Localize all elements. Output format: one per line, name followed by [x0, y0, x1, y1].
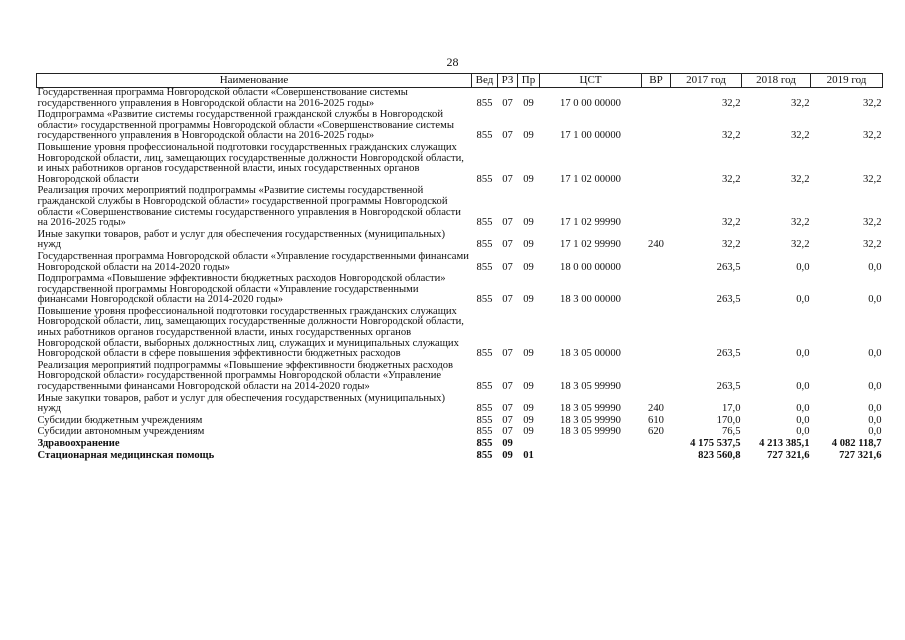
row-cst: 17 1 02 99990 [560, 239, 621, 251]
row-vr [642, 274, 671, 307]
row-name: Реализация мероприятий подпрограммы «Повышение эффективности бюджетных расходов Новгородской области» государственной программы Новгородской области «Управление государственными финансами Новгородской области на 2014-2020 годы» [37, 359, 454, 393]
row-cst: 17 1 02 00000 [560, 173, 621, 185]
row-name: Стационарная медицинская помощь [37, 449, 215, 461]
row-value-2018: 0,0 [796, 403, 810, 415]
table-body [37, 88, 883, 463]
row-pr [518, 439, 540, 451]
row-pr: 09 [523, 381, 534, 393]
row-name: Государственная программа Новгородской области «Управление государственными финансами Новгородской области на 2014-2020 годы» [37, 250, 469, 273]
row-ved: 855 [476, 438, 493, 449]
budget-table [36, 73, 883, 462]
table-row [37, 88, 883, 111]
row-vr: 620 [648, 426, 664, 438]
header-2019: 2019 год [811, 74, 883, 88]
row-value-2018: 32,2 [790, 130, 810, 142]
row-ved: 855 [476, 261, 493, 273]
row-ved: 855 [476, 348, 493, 360]
header-rz: РЗ [498, 74, 518, 88]
row-pr: 09 [523, 261, 534, 273]
row-name: Государственная программа Новгородской области «Совершенствование системы государственного управления в Новгородской области на 2016-2025 годы» [37, 87, 408, 109]
row-value-2018: 0,0 [796, 414, 810, 426]
row-value-2018: 0,0 [796, 294, 810, 306]
row-ved: 855 [476, 381, 493, 393]
row-cst: 18 3 05 00000 [560, 348, 621, 360]
row-value-2017: 32,2 [721, 97, 741, 109]
table-row [37, 230, 883, 252]
row-value-2019: 0,0 [868, 294, 882, 306]
table-row [37, 394, 883, 416]
row-ved: 855 [476, 130, 493, 142]
row-value-2019: 32,2 [862, 239, 882, 251]
row-value-2019: 4 082 118,7 [831, 438, 882, 449]
row-value-2017: 32,2 [721, 173, 741, 185]
row-value-2018: 0,0 [796, 426, 810, 438]
table-row [37, 427, 883, 439]
row-cst: 17 1 02 99990 [560, 217, 621, 229]
row-vr [642, 451, 671, 463]
row-pr: 09 [523, 414, 534, 426]
table-row [37, 110, 883, 143]
row-value-2018: 32,2 [790, 239, 810, 251]
row-ved: 855 [476, 239, 493, 251]
row-value-2019: 0,0 [868, 348, 882, 360]
header-pr: Пр [518, 74, 540, 88]
row-value-2019: 0,0 [868, 426, 882, 438]
row-vr [642, 307, 671, 361]
row-value-2019: 0,0 [868, 261, 882, 273]
table-header-row [37, 74, 883, 88]
row-name: Иные закупки товаров, работ и услуг для обеспечения государственных (муниципальных) нужд [37, 392, 445, 415]
row-value-2017: 263,5 [716, 261, 741, 273]
row-name: Повышение уровня профессиональной подготовки государственных гражданских служащих Новгородской области, лиц, замещающих государственные должности Новгородской области, и иных работников органов государственной власти, иных государственных органов Новгородской области [37, 141, 464, 185]
row-cst: 17 1 00 00000 [560, 130, 621, 142]
row-ved: 855 [476, 97, 493, 109]
row-rz: 07 [502, 97, 513, 109]
row-value-2019: 32,2 [862, 217, 882, 229]
header-name: Наименование [37, 74, 472, 88]
row-name: Повышение уровня профессиональной подготовки государственных гражданских служащих Новгородской области, лиц, замещающих государственные должности Новгородской области, иных работников органов государственной власти, иных государственных органов Новгородской области, выборных должностных лиц, служащих и муниципальных служащих Новгородской области в сфере повышения эффективности бюджетных расходов [37, 305, 464, 360]
row-value-2017: 263,5 [716, 294, 741, 306]
row-value-2017: 263,5 [716, 348, 741, 360]
row-name: Реализация прочих мероприятий подпрограммы «Развитие системы государственной гражданской службы в Новгородской области» государственной программы Новгородской области «Совершенствование системы государственного управления в Новгородской области на 2016-2025 годы» [37, 185, 461, 229]
row-rz: 07 [502, 348, 513, 360]
row-value-2018: 727 321,6 [767, 449, 810, 461]
row-value-2018: 32,2 [790, 97, 810, 109]
row-cst: 17 0 00 00000 [560, 97, 621, 109]
row-value-2018: 32,2 [790, 173, 810, 185]
row-vr [642, 110, 671, 143]
row-vr [642, 361, 671, 394]
row-cst [540, 439, 642, 451]
row-value-2017: 170,0 [716, 414, 741, 426]
row-value-2017: 76,5 [721, 426, 741, 438]
row-value-2017: 823 560,8 [698, 449, 741, 461]
row-pr: 09 [523, 348, 534, 360]
row-rz: 07 [502, 381, 513, 393]
row-cst [540, 451, 642, 463]
row-value-2019: 727 321,6 [839, 449, 882, 461]
table-row [37, 361, 883, 394]
row-pr: 09 [523, 97, 534, 109]
row-value-2019: 0,0 [868, 414, 882, 426]
row-pr: 09 [523, 217, 534, 229]
row-vr [642, 186, 671, 229]
row-cst: 18 3 05 99990 [560, 414, 621, 426]
row-name: Субсидии бюджетным учреждениям [37, 414, 203, 426]
row-cst: 18 0 00 00000 [560, 261, 621, 273]
row-value-2018: 0,0 [796, 348, 810, 360]
row-value-2018: 4 213 385,1 [759, 438, 810, 449]
row-value-2017: 17,0 [721, 403, 741, 415]
header-2018: 2018 год [742, 74, 811, 88]
row-rz: 07 [502, 130, 513, 142]
row-value-2019: 32,2 [862, 130, 882, 142]
row-value-2017: 32,2 [721, 239, 741, 251]
row-cst: 18 3 00 00000 [560, 294, 621, 306]
row-vr: 610 [648, 414, 664, 426]
row-vr: 240 [648, 403, 664, 415]
header-2017: 2017 год [671, 74, 742, 88]
row-name: Подпрограмма «Развитие системы государственной гражданской службы в Новгородской области» государственной программы Новгородской области «Совершенствование системы государственного управления в Новгородской области на 2016-2025 годы» [37, 109, 454, 142]
table-row [37, 439, 883, 451]
row-ved: 855 [476, 403, 493, 415]
row-rz: 09 [502, 438, 513, 449]
row-value-2019: 32,2 [862, 97, 882, 109]
row-rz: 07 [502, 414, 513, 426]
row-name: Подпрограмма «Повышение эффективности бюджетных расходов Новгородской области» государственной программы Новгородской области «Управление государственными финансами Новгородской области на 2014-2020 годы» [37, 273, 446, 306]
row-rz: 07 [502, 217, 513, 229]
row-pr: 01 [523, 449, 534, 461]
row-rz: 07 [502, 239, 513, 251]
row-pr: 09 [523, 426, 534, 438]
row-ved: 855 [476, 426, 493, 438]
row-cst: 18 3 05 99990 [560, 426, 621, 438]
table-row [37, 451, 883, 463]
row-rz: 07 [502, 261, 513, 273]
page-number: 28 [446, 55, 459, 69]
row-ved: 855 [476, 173, 493, 185]
row-ved: 855 [476, 449, 493, 461]
row-value-2019: 32,2 [862, 173, 882, 185]
row-ved: 855 [476, 217, 493, 229]
row-vr: 240 [648, 239, 664, 251]
row-value-2017: 32,2 [721, 130, 741, 142]
table-row [37, 307, 883, 361]
row-rz: 07 [502, 426, 513, 438]
row-pr: 09 [523, 403, 534, 415]
row-value-2018: 32,2 [790, 217, 810, 229]
row-rz: 09 [502, 449, 513, 461]
row-vr [642, 143, 671, 186]
row-value-2019: 0,0 [868, 403, 882, 415]
row-rz: 07 [502, 173, 513, 185]
row-cst: 18 3 05 99990 [560, 381, 621, 393]
row-pr: 09 [523, 239, 534, 251]
row-value-2017: 32,2 [721, 217, 741, 229]
row-pr: 09 [523, 130, 534, 142]
header-cst: ЦСТ [540, 74, 642, 88]
row-value-2019: 0,0 [868, 381, 882, 393]
row-pr: 09 [523, 173, 534, 185]
row-pr: 09 [523, 294, 534, 306]
table-row [37, 143, 883, 186]
table-row [37, 274, 883, 307]
row-name: Субсидии автономным учреждениям [37, 426, 205, 438]
row-ved: 855 [476, 414, 493, 426]
header-vr: ВР [642, 74, 671, 88]
row-ved: 855 [476, 294, 493, 306]
row-value-2018: 0,0 [796, 261, 810, 273]
row-name: Здравоохранение [37, 438, 120, 449]
row-name: Иные закупки товаров, работ и услуг для обеспечения государственных (муниципальных) нужд [37, 228, 445, 251]
row-rz: 07 [502, 294, 513, 306]
table-row [37, 252, 883, 274]
row-value-2017: 263,5 [716, 381, 741, 393]
row-value-2018: 0,0 [796, 381, 810, 393]
table-row [37, 186, 883, 229]
row-rz: 07 [502, 403, 513, 415]
row-cst: 18 3 05 99990 [560, 403, 621, 415]
row-vr [642, 439, 671, 451]
header-ved: Вед [472, 74, 498, 88]
row-value-2017: 4 175 537,5 [690, 438, 741, 449]
row-vr [642, 252, 671, 274]
row-vr [642, 88, 671, 111]
